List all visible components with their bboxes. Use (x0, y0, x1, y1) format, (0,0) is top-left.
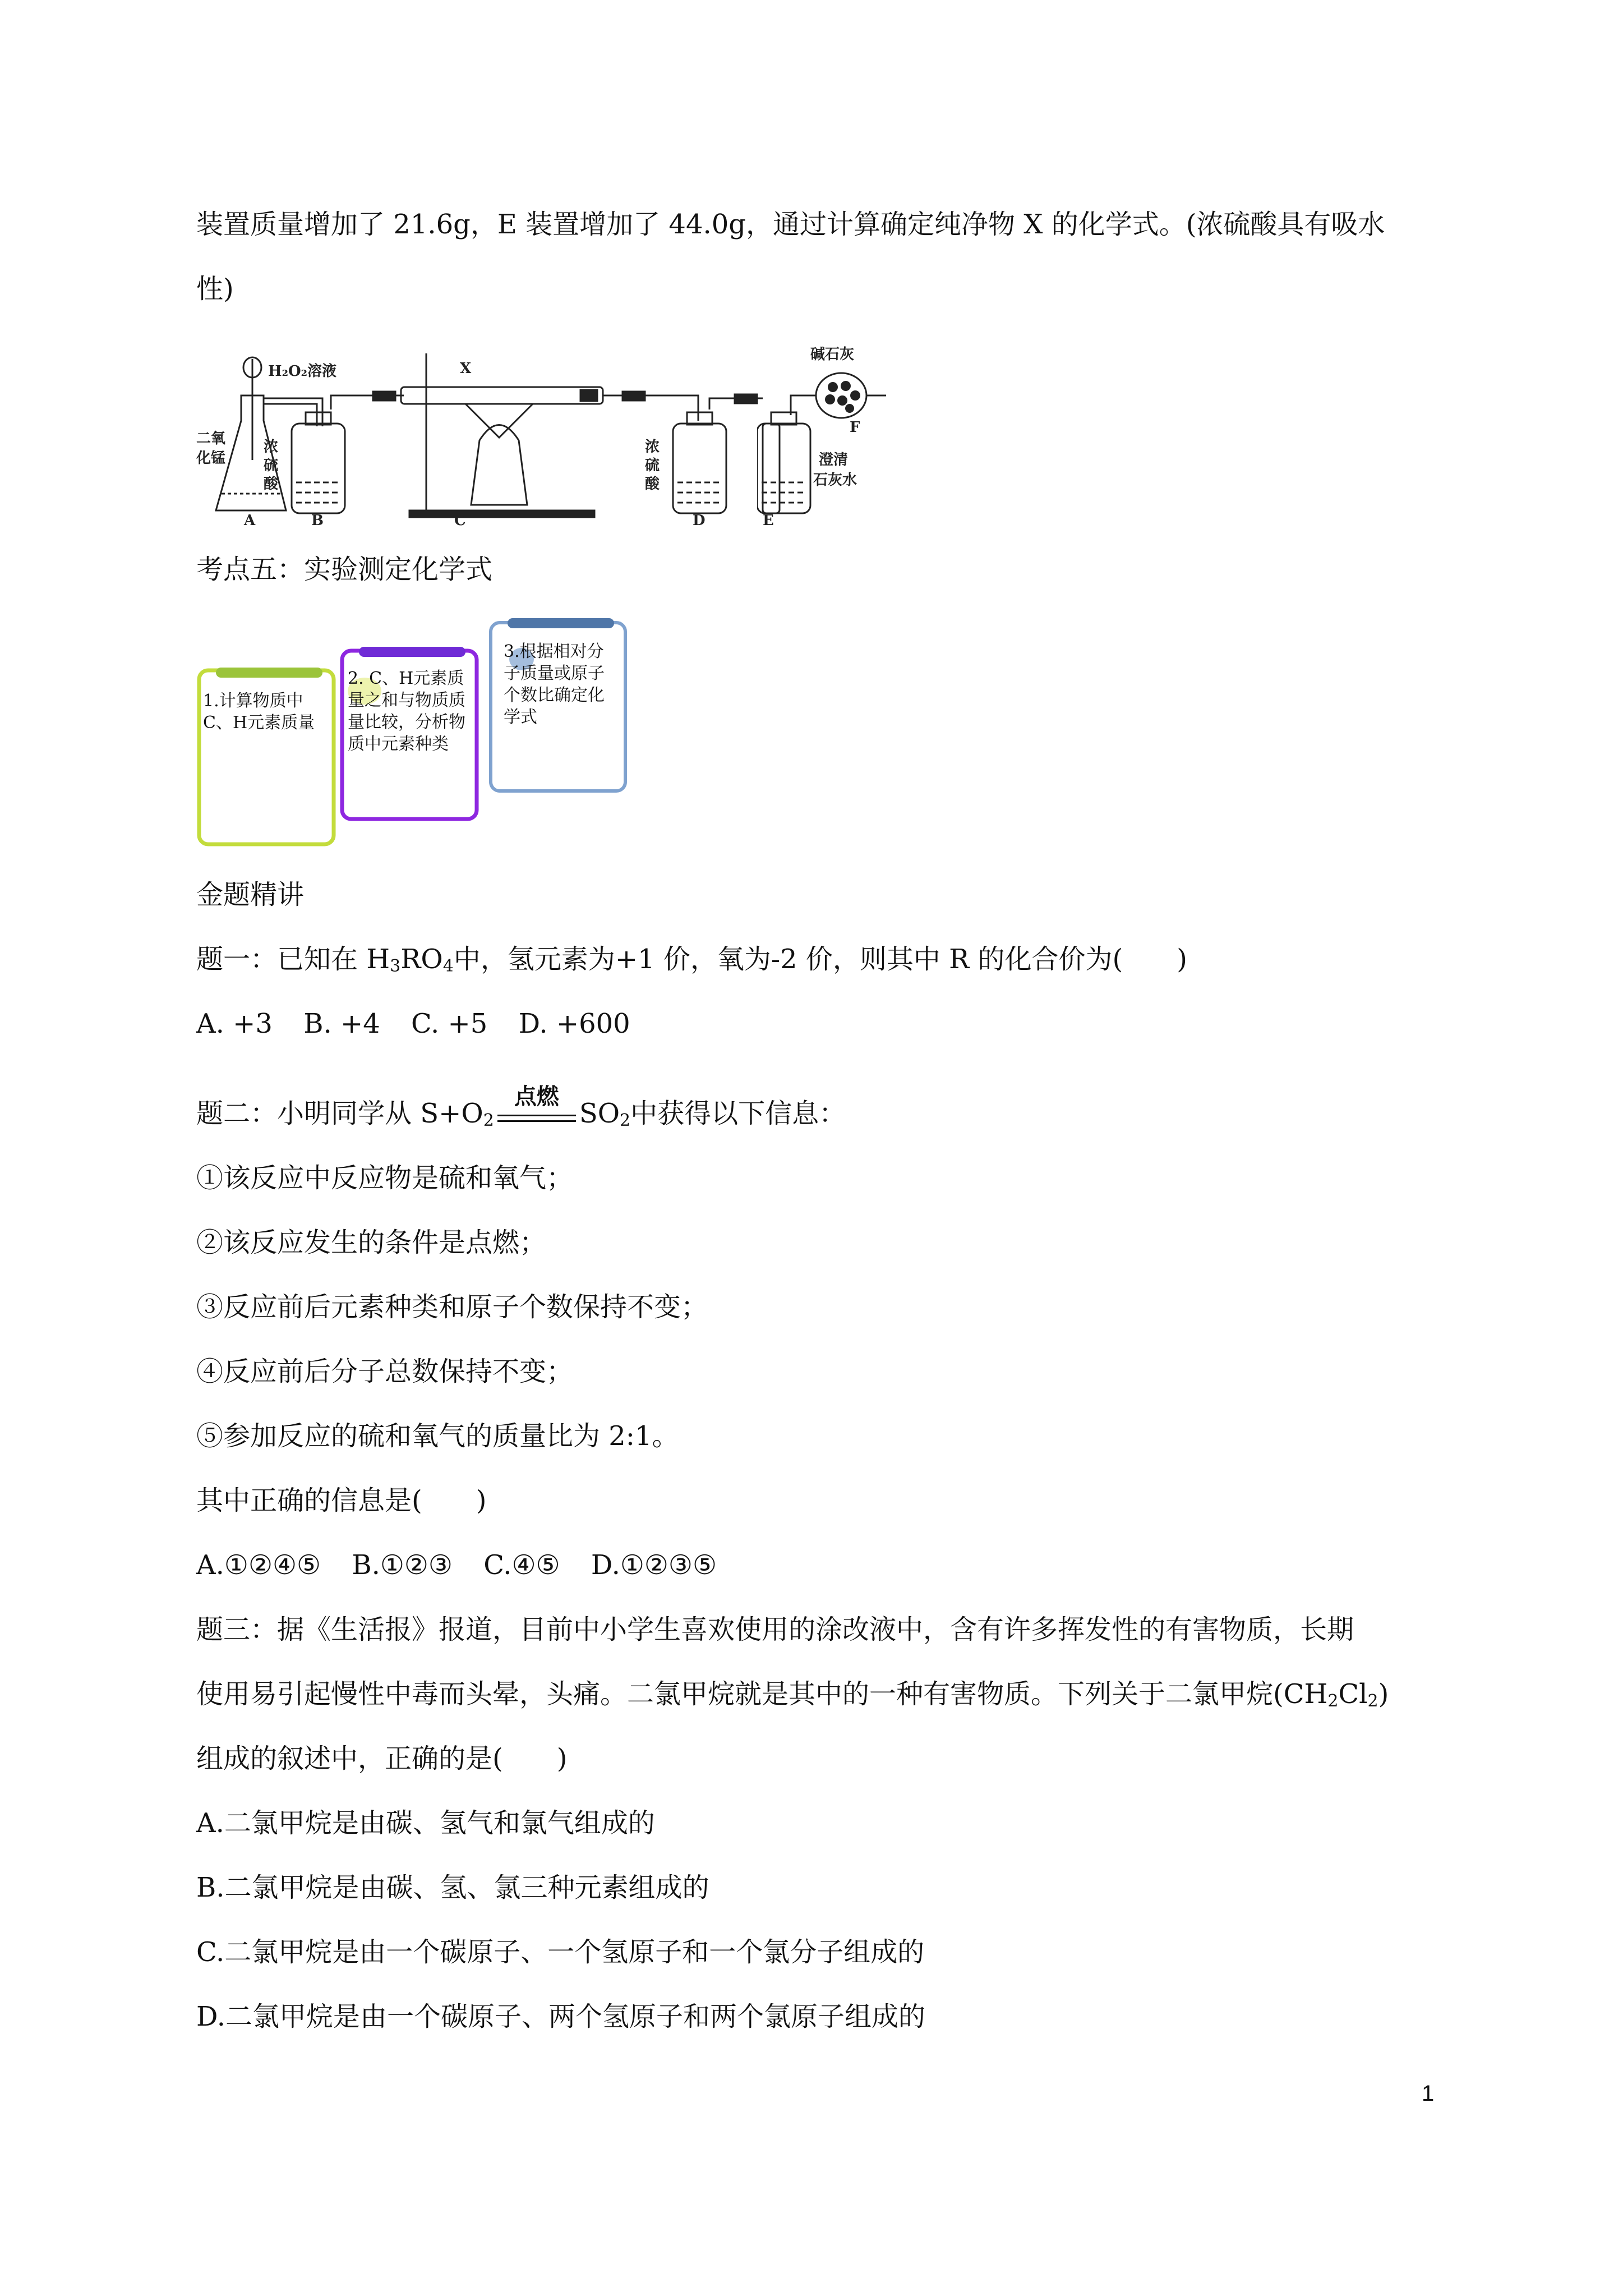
intro-line-1: 装置质量增加了 21.6g，E 装置增加了 44.0g，通过计算确定纯净物 X 的化学式。(浓硫酸具有吸水 (196, 209, 1385, 240)
combustion-tube (401, 387, 603, 404)
f-label: F (850, 419, 860, 436)
section-title: 考点五：实验测定化学式 (196, 554, 493, 585)
q3-line-3: 组成的叙述中，正确的是( ) (196, 1743, 568, 1774)
bottle-e (757, 424, 810, 513)
letter-d: D (693, 512, 706, 527)
acid-d-1: 浓 (645, 439, 660, 455)
h2o2-label: H₂O₂溶液 (268, 363, 336, 380)
step-2-tab (359, 647, 465, 657)
q2-question: 其中正确的信息是( ) (196, 1485, 487, 1516)
bottle-d (673, 424, 726, 513)
step-1-text: 1.计算物质中C、H元素质量 (203, 691, 315, 733)
intro-line-2: 性) (196, 273, 234, 305)
q3-line-1: 题三：据《生活报》报道，目前中小学生喜欢使用的涂改液中，含有许多挥发性的有害物质，长期 (196, 1614, 1354, 1645)
q1-option-a: A. +3 (196, 1008, 273, 1039)
steps-diagram (196, 611, 634, 853)
limewater-label-2: 石灰水 (813, 472, 857, 489)
apparatus-diagram (196, 342, 785, 527)
q2-option-a: A.①②④⑤ (196, 1549, 321, 1581)
q1-stem: 题一：已知在 $H_3RO_4$中，氢元素为+1 价，氧为-2 价，则其中 R 的化合价为( ) (196, 944, 1187, 976)
bottle-b (292, 424, 345, 513)
mno2-label-2: 化锰 (196, 450, 226, 467)
q3-option-a: A.二氯甲烷是由碳、氢气和氯气组成的 (196, 1807, 655, 1839)
q2-item-4: ④反应前后分子总数保持不变； (196, 1356, 574, 1387)
step-3-text: 3.根据相对分子质量或原子个数比确定化学式 (504, 642, 605, 727)
q3-option-c: C.二氯甲烷是由一个碳原子、一个氢原子和一个氯分子组成的 (196, 1936, 925, 1968)
reaction-arrow: 点燃 (497, 1099, 576, 1133)
step-3-tab (508, 618, 614, 628)
acid-d-2: 硫 (645, 457, 660, 474)
q2-options (196, 1548, 739, 1582)
jinti-heading: 金题精讲 (196, 879, 305, 910)
q2-option-b: B.①②③ (352, 1549, 453, 1581)
acid-d-3: 酸 (645, 476, 660, 493)
q2-option-c: C.④⑤ (483, 1549, 560, 1581)
page-number: 1 (1422, 2081, 1435, 2106)
step-1-tab (216, 668, 322, 678)
mno2-label-1: 二氧 (196, 430, 226, 447)
q1-option-d: D. +600 (518, 1008, 630, 1039)
acid-b-3: 酸 (264, 476, 279, 493)
x-label: X (460, 360, 472, 377)
q1-option-c: C. +5 (411, 1008, 488, 1039)
step-2-text: 2. C、H元素质量之和与物质质量比较，分析物质中元素种类 (348, 669, 465, 754)
lime-label: 碱石灰 (810, 346, 855, 363)
letter-e: E (763, 512, 774, 527)
q2-stem: 题二：小明同学从 $S+O_2$ 点燃 $SO_2$中获得以下信息： (196, 1097, 846, 1133)
q1-option-b: B. +4 (303, 1008, 380, 1039)
letter-b: B (311, 512, 324, 527)
q2-item-1: ①该反应中反应物是硫和氧气； (196, 1162, 574, 1194)
q2-item-2: ②该反应发生的条件是点燃； (196, 1227, 547, 1258)
q2-option-d: D.①②③⑤ (591, 1549, 717, 1581)
q3-line-2: 使用易引起慢性中毒而头晕，头痛。二氯甲烷就是其中的一种有害物质。下列关于二氯甲烷$(CH_2Cl_2)$ (196, 1678, 1389, 1711)
acid-b-2: 硫 (264, 457, 279, 474)
q3-option-b: B.二氯甲烷是由碳、氢、氯三种元素组成的 (196, 1872, 709, 1903)
limewater-label-1: 澄清 (819, 452, 849, 468)
q2-item-5: ⑤参加反应的硫和氧气的质量比为 2:1。 (196, 1420, 679, 1452)
q1-options (196, 1007, 653, 1041)
letter-c: C (454, 512, 466, 527)
q3-option-d: D.二氯甲烷是由一个碳原子、两个氢原子和两个氯原子组成的 (196, 2001, 926, 2032)
acid-b-1: 浓 (264, 439, 279, 455)
q2-item-3: ③反应前后元素种类和原子个数保持不变； (196, 1291, 708, 1323)
letter-a: A (244, 512, 256, 527)
apparatus-diagram-right (757, 342, 942, 527)
